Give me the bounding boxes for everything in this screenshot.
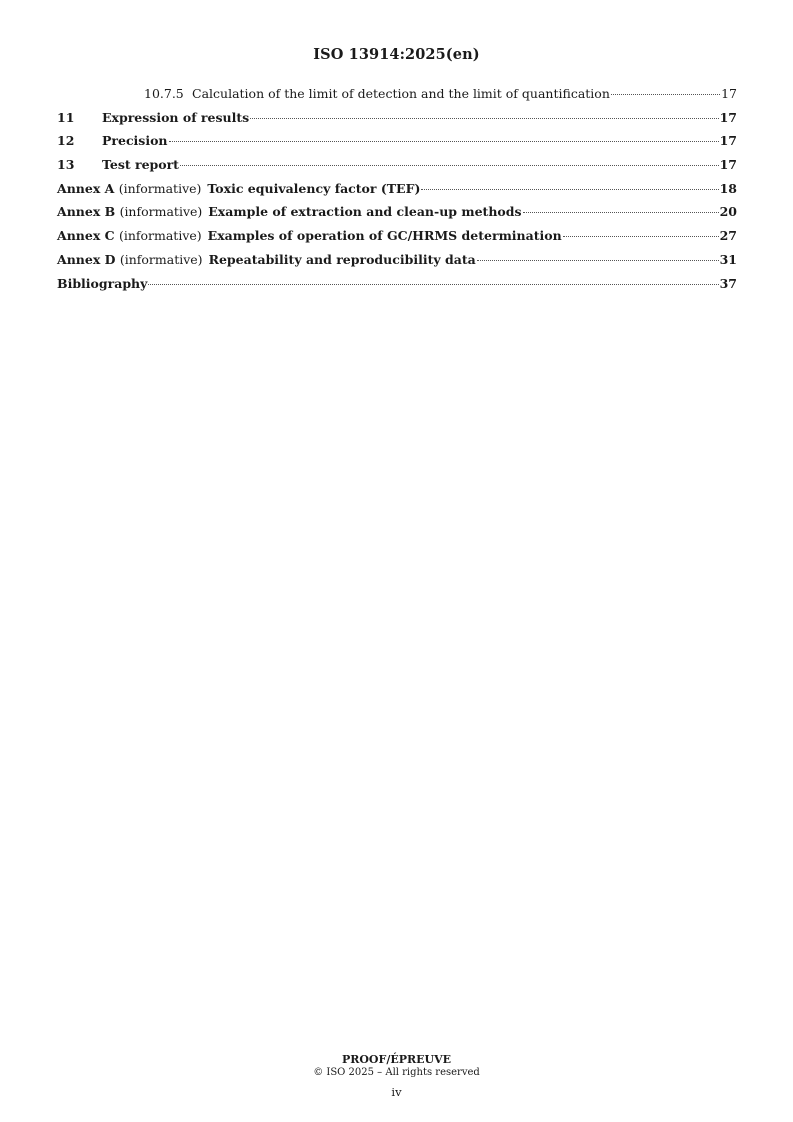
toc-entry-title: Bibliography bbox=[57, 275, 148, 291]
toc-entry-page: 17 bbox=[719, 133, 737, 149]
page-header-title: ISO 13914:2025(en) bbox=[313, 46, 480, 63]
toc-entry-number: 10.7.5 bbox=[144, 86, 184, 101]
toc-entry-10-7-5[interactable] bbox=[57, 86, 737, 110]
toc-annex-type: (informative) bbox=[119, 251, 203, 267]
toc-entry-page: 27 bbox=[719, 228, 737, 244]
table-of-contents bbox=[57, 86, 737, 299]
toc-annex-label: Annex B bbox=[57, 204, 116, 220]
toc-annex-prefix bbox=[57, 228, 208, 243]
toc-dot-leader bbox=[477, 260, 719, 261]
toc-annex-label: Annex A bbox=[57, 180, 115, 196]
toc-annex-type: (informative) bbox=[119, 204, 203, 220]
footer-copyright: © ISO 2025 – All rights reserved bbox=[313, 1067, 480, 1078]
toc-entry-page: 37 bbox=[719, 275, 737, 291]
toc-entry-number: 12 bbox=[57, 133, 75, 149]
toc-entry-clause-13[interactable] bbox=[57, 157, 737, 181]
toc-dot-leader bbox=[611, 94, 720, 95]
toc-annex-prefix bbox=[57, 204, 208, 219]
toc-entry-title: Precision bbox=[102, 133, 168, 149]
toc-entry-annex-c[interactable] bbox=[57, 228, 737, 252]
toc-annex-prefix bbox=[57, 252, 209, 267]
toc-entry-page: 31 bbox=[719, 251, 737, 267]
toc-entry-annex-b[interactable] bbox=[57, 204, 737, 228]
toc-entry-title: Examples of operation of GC/HRMS determination bbox=[207, 228, 562, 244]
toc-entry-page: 20 bbox=[719, 204, 737, 220]
toc-entry-title: Example of extraction and clean-up methods bbox=[208, 204, 522, 220]
toc-annex-label: Annex D bbox=[57, 251, 116, 267]
toc-entry-page: 17 bbox=[719, 109, 737, 125]
toc-dot-leader bbox=[148, 284, 718, 285]
toc-dot-leader bbox=[180, 165, 719, 166]
footer-page-number: iv bbox=[391, 1085, 402, 1099]
toc-entry-title: Toxic equivalency factor (TEF) bbox=[207, 180, 421, 196]
toc-annex-type: (informative) bbox=[118, 180, 202, 196]
toc-annex-type: (informative) bbox=[118, 228, 202, 244]
toc-entry-number: 13 bbox=[57, 157, 75, 173]
toc-entry-page: 18 bbox=[719, 180, 737, 196]
toc-entry-bibliography[interactable] bbox=[57, 276, 737, 300]
toc-annex-prefix bbox=[57, 181, 207, 196]
toc-entry-clause-11[interactable] bbox=[57, 110, 737, 134]
toc-entry-annex-a[interactable] bbox=[57, 181, 737, 205]
toc-entry-title: Expression of results bbox=[102, 109, 250, 125]
footer-proof-label: PROOF/ÉPREUVE bbox=[341, 1053, 452, 1066]
toc-entry-page: 17 bbox=[719, 157, 737, 173]
toc-entry-page: 17 bbox=[721, 86, 737, 101]
toc-entry-title: Calculation of the limit of detection and the limit of quantification bbox=[192, 86, 610, 101]
toc-entry-title: Test report bbox=[102, 157, 179, 173]
toc-dot-leader bbox=[421, 189, 718, 190]
toc-dot-leader bbox=[563, 236, 719, 237]
toc-entry-annex-d[interactable] bbox=[57, 252, 737, 276]
toc-entry-title: Repeatability and reproducibility data bbox=[208, 251, 476, 267]
toc-entry-number: 11 bbox=[57, 109, 75, 125]
toc-dot-leader bbox=[169, 141, 719, 142]
toc-entry-clause-12[interactable] bbox=[57, 133, 737, 157]
toc-annex-label: Annex C bbox=[57, 228, 115, 244]
toc-dot-leader bbox=[523, 212, 719, 213]
toc-dot-leader bbox=[250, 118, 718, 119]
